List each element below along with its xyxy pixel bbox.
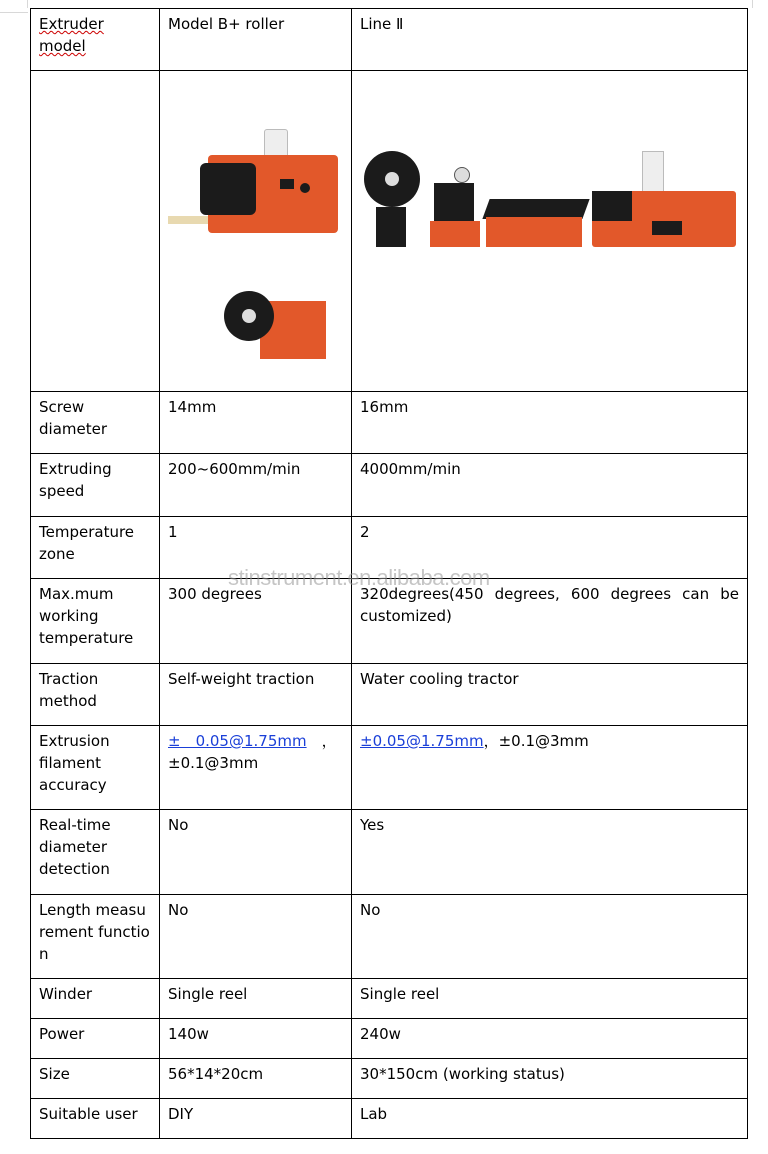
line-ii-value: 320degrees(450 degrees, 600 degrees can be customized) bbox=[352, 579, 748, 664]
row-label: Extruding speed bbox=[31, 454, 160, 517]
table-row bbox=[31, 664, 748, 726]
model-b-value: No bbox=[160, 895, 352, 979]
model-b-value: 140w bbox=[160, 1019, 352, 1059]
row-label: Temperature zone bbox=[31, 517, 160, 579]
model-b-value: 200~600mm/min bbox=[160, 454, 352, 517]
row-label: Suitable user bbox=[31, 1099, 160, 1139]
line-ii-value: No bbox=[352, 895, 748, 979]
row-label: Extruder model bbox=[31, 9, 160, 71]
line-ii-value: 240w bbox=[352, 1019, 748, 1059]
row-label: Length measurement function bbox=[31, 895, 160, 979]
table-row bbox=[31, 810, 748, 895]
line-ii-value: ±0.05@1.75mm，±0.1@3mm bbox=[352, 726, 748, 810]
table-row bbox=[31, 1099, 748, 1139]
table-row bbox=[31, 454, 748, 517]
model-b-value: Self-weight traction bbox=[160, 664, 352, 726]
accuracy-link[interactable]: ±0.05@1.75mm bbox=[360, 732, 484, 750]
model-b-value: 56*14*20cm bbox=[160, 1059, 352, 1099]
table-row bbox=[31, 726, 748, 810]
model-b-header: Model B+ roller bbox=[160, 9, 352, 71]
page-margin-guide bbox=[752, 0, 753, 8]
table-row bbox=[31, 579, 748, 664]
row-label: Size bbox=[31, 1059, 160, 1099]
row-label: Traction method bbox=[31, 664, 160, 726]
table-row bbox=[31, 1019, 748, 1059]
line-ii-value: Water cooling tractor bbox=[352, 664, 748, 726]
row-label: Winder bbox=[31, 979, 160, 1019]
row-label: Screw diameter bbox=[31, 392, 160, 454]
table-row bbox=[31, 1059, 748, 1099]
line-ii-value: 2 bbox=[352, 517, 748, 579]
table-row bbox=[31, 392, 748, 454]
watermark: stinstrument.en.alibaba.com bbox=[228, 565, 490, 590]
line-ii-value: Lab bbox=[352, 1099, 748, 1139]
model-b-value: ± 0.05@1.75mm ，±0.1@3mm bbox=[160, 726, 352, 810]
table-row-header bbox=[31, 9, 748, 71]
table-row bbox=[31, 517, 748, 579]
model-b-value: Single reel bbox=[160, 979, 352, 1019]
line-ii-value: 4000mm/min bbox=[352, 454, 748, 517]
line-ii-value: 16mm bbox=[352, 392, 748, 454]
line-ii-value: Yes bbox=[352, 810, 748, 895]
model-b-value: No bbox=[160, 810, 352, 895]
row-label: Power bbox=[31, 1019, 160, 1059]
table-row bbox=[31, 895, 748, 979]
row-label: Max.mum working temperature bbox=[31, 579, 160, 664]
model-b-value: 300 degrees bbox=[160, 579, 352, 664]
model-b-value: 1 bbox=[160, 517, 352, 579]
spec-table bbox=[30, 8, 748, 1139]
line-ii-header: Line Ⅱ bbox=[352, 9, 748, 71]
page-margin-guide bbox=[27, 0, 28, 8]
page-margin-guide bbox=[0, 12, 28, 13]
accuracy-link[interactable]: ± 0.05@1.75mm bbox=[168, 732, 307, 750]
row-label: Real-time diameter detection bbox=[31, 810, 160, 895]
line-ii-value: Single reel bbox=[352, 979, 748, 1019]
model-b-image bbox=[160, 71, 352, 392]
model-b-value: 14mm bbox=[160, 392, 352, 454]
line-ii-image bbox=[352, 71, 748, 392]
row-label: Extrusion filament accuracy bbox=[31, 726, 160, 810]
table-row bbox=[31, 979, 748, 1019]
model-b-value: DIY bbox=[160, 1099, 352, 1139]
line-ii-value: 30*150cm (working status) bbox=[352, 1059, 748, 1099]
table-row-images bbox=[31, 71, 748, 392]
